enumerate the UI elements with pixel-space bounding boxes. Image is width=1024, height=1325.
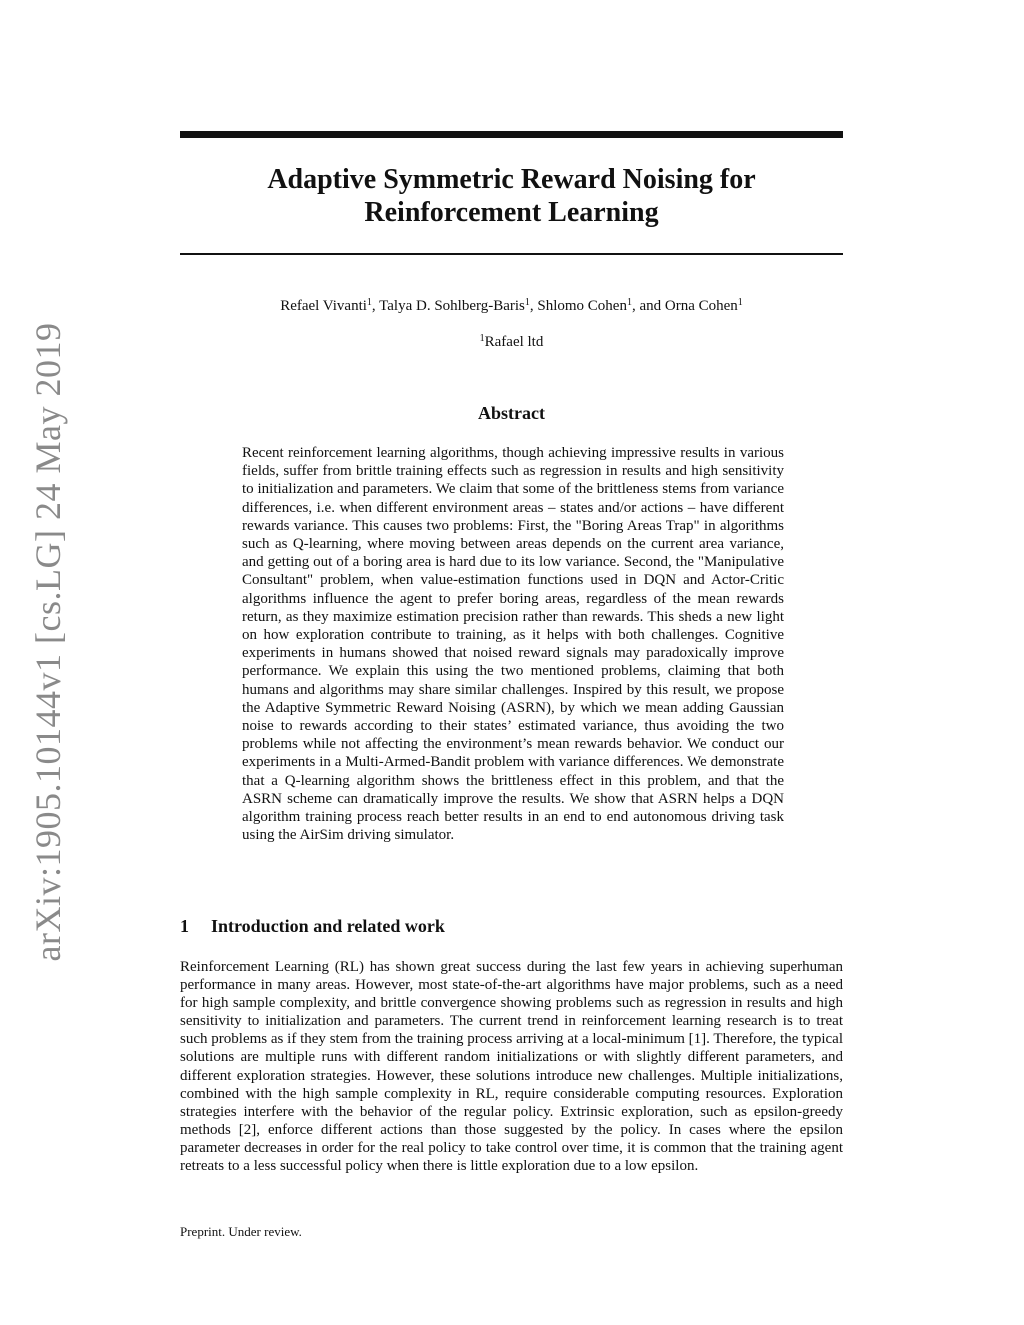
- section-number: 1: [180, 916, 189, 936]
- paper-title-line-1: Adaptive Symmetric Reward Noising for: [267, 164, 756, 195]
- author-separator: ,: [529, 298, 538, 314]
- section-title: Introduction and related work: [211, 916, 445, 936]
- author-separator: , and: [631, 298, 665, 314]
- paper-title: [180, 163, 843, 229]
- author-separator: ,: [371, 298, 380, 314]
- affiliation: [180, 332, 843, 352]
- author-name: Orna Cohen: [664, 298, 738, 314]
- author-list: [180, 296, 843, 316]
- author-affiliation-mark: 1: [737, 297, 743, 308]
- paper-title-line-2: Reinforcement Learning: [364, 197, 659, 228]
- author-affiliation-mark: 1: [366, 297, 372, 308]
- author-name: Refael Vivanti: [280, 298, 367, 314]
- author-affiliation-mark: 1: [626, 297, 632, 308]
- title-top-rule: [180, 131, 843, 138]
- affiliation-mark: 1: [479, 333, 485, 344]
- introduction-paragraph: Reinforcement Learning (RL) has shown great success during the last few years in achieving superhuman performance in many areas. However, most state-of-the-art algorithms have major problems, such as a need for high sample complexity, and brittle convergence showing problems such as regression in results and high sensitivity to initialization and parameters. The current trend in reinforcement learning research is to treat such problems as if they stem from the training process arriving at a local-minimum [1]. Therefore, the typical solutions are multiple runs with different random initializations or with slightly different parameters, and different exploration strategies. However, these solutions introduce new challenges. Multiple initializations, combined with the high sample complexity in RL, require considerable computing resources. Exploration strategies interfere with the behavior of the regular policy. Extrinsic exploration, such as epsilon-greedy methods [2], enforce different actions than those suggested by the policy. In cases where the epsilon parameter decreases in order for the real policy to take control over time, it is common that the training agent retreats to a less successful policy when there is little exploration due to a low epsilon.: [180, 959, 843, 1175]
- author-affiliation-mark: 1: [524, 297, 530, 308]
- abstract-text: Recent reinforcement learning algorithms, though achieving impressive results in various fields, suffer from brittle training effects such as regression in results and high sensitivity to initialization and parameters. We claim that some of the brittleness stems from variance differences, i.e. when different environment areas – states and/or actions – have different rewards variance. This causes two problems: First, the "Boring Areas Trap" in algorithms such as Q-learning, where moving between areas depends on the current area variance, and getting out of a boring area is hard due to its low variance. Second, the "Manipulative Consultant" problem, when value-estimation functions used in DQN and Actor-Critic algorithms influence the agent to prefer boring areas, regardless of the mean rewards return, as they maximize estimation precision rather than rewards. This sheds a new light on how exploration contribute to training, as it helps with both challenges. Cognitive experiments in humans showed that noised reward signals may paradoxically improve performance. We explain this using the two mentioned problems, claiming that both humans and algorithms may share similar challenges. Inspired by this result, we propose the Adaptive Symmetric Reward Noising (ASRN), by which we mean adding Gaussian noise to rewards according to their states’ estimated variance, thus avoiding the two problems while not affecting the environment’s mean rewards behavior. We conduct our experiments in a Multi-Armed-Bandit problem with variance differences. We demonstrate that a Q-learning algorithm shows the brittleness effect in this problem, and that the ASRN scheme can dramatically improve the results. We show that ASRN helps a DQN algorithm training process reach better results in an end to end autonomous driving task using the AirSim driving simulator.: [242, 445, 784, 844]
- author-name: Talya D. Sohlberg-Baris: [379, 298, 525, 314]
- arxiv-identifier-stamp: arXiv:1905.10144v1 [cs.LG] 24 May 2019: [28, 322, 68, 962]
- preprint-footer: Preprint. Under review.: [180, 1224, 302, 1239]
- affiliation-name: Rafael ltd: [484, 334, 544, 350]
- abstract-heading: Abstract: [478, 403, 545, 423]
- title-bottom-rule: [180, 253, 843, 255]
- section-heading-introduction: [180, 915, 843, 937]
- author-name: Shlomo Cohen: [537, 298, 627, 314]
